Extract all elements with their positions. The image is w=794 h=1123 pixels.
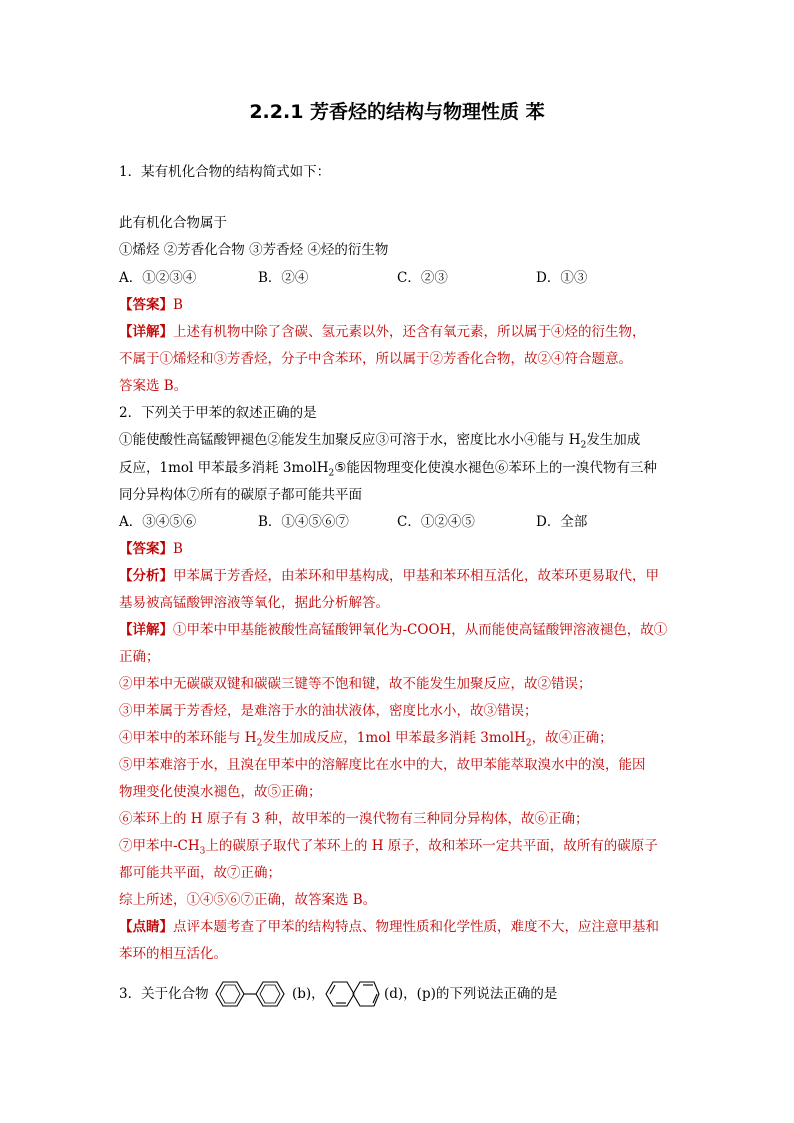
q2-option-d: D．全部 xyxy=(536,514,588,530)
q2-detail-line-3: ②甲苯中无碳碳双键和碳碳三键等不饱和键，故不能发生加聚反应，故②错误； xyxy=(119,676,592,692)
q2-detail-line-7: 物理变化使溴水褪色，故⑤正确； xyxy=(119,784,322,800)
q2-option-a: A．③④⑤⑥ xyxy=(119,514,197,530)
q1-option-c: C．②③ xyxy=(397,270,448,286)
detail-text: ④甲苯中的苯环能与 H xyxy=(119,730,257,746)
q2-stem-line-1: 2．下列关于甲苯的叙述正确的是 xyxy=(119,405,317,421)
q1-answer xyxy=(119,295,183,315)
q2-detail-line-4: ③甲苯属于芳香烃，是难溶于水的油状液体，密度比水小，故③错误； xyxy=(119,703,538,719)
naphthalene-structure-icon xyxy=(322,975,380,1013)
q2-comment-line-1 xyxy=(119,917,659,937)
q2-detail-line-1 xyxy=(119,620,667,640)
q3-label-d: (d)，(p)的下列说法正确的是 xyxy=(384,986,558,1002)
detail-text: 上述有机物中除了含碳、氢元素以外，还含有氧元素，所以属于④烃的衍生物， xyxy=(173,324,646,340)
stem-text: ①能使酸性高锰酸钾褪色②能发生加聚反应③可溶于水，密度比水小④能与 H xyxy=(119,432,581,448)
detail-text: 发生加成反应，1mol 甲苯最多消耗 3molH xyxy=(262,730,526,746)
q2-detail-line-6: ⑤甲苯难溶于水，且溴在甲苯中的溶解度比在水中的大，故甲苯能萃取溴水中的溴，能因 xyxy=(119,757,646,773)
q2-analysis-line-1 xyxy=(119,566,659,586)
detail-tag: 【详解】 xyxy=(119,324,173,340)
q1-stem: 1．某有机化合物的结构简式如下： xyxy=(119,164,331,180)
q2-stem-line-3 xyxy=(119,458,657,478)
q2-detail-line-8: ⑥苯环上的 H 原子有 3 种，故甲苯的一溴代物有三种同分异构体，故⑥正确； xyxy=(119,811,589,827)
q2-answer xyxy=(119,539,183,559)
q2-comment-line-2: 苯环的相互活化。 xyxy=(119,946,227,962)
analysis-tag: 【分析】 xyxy=(119,568,173,584)
q2-detail-line-5 xyxy=(119,728,613,748)
q2-stem-line-4: 同分异构体⑦所有的碳原子都可能共平面 xyxy=(119,487,362,503)
detail-text: ⑦甲苯中-CH xyxy=(119,838,200,854)
q3-stem-prefix: 3．关于化合物 xyxy=(119,986,209,1002)
q2-option-b: B．①④⑤⑥⑦ xyxy=(258,514,349,530)
q3-label-b: (b)， xyxy=(292,986,325,1002)
q2-detail-line-9 xyxy=(119,836,658,856)
page-title: 2.2.1 芳香烃的结构与物理性质 苯 xyxy=(249,101,545,123)
answer-tag: 【答案】 xyxy=(119,297,173,313)
stem-text: 发生加成 xyxy=(586,432,641,448)
q1-items: ①烯烃 ②芳香化合物 ③芳香烃 ④烃的衍生物 xyxy=(119,242,389,258)
q2-analysis-line-2: 基易被高锰酸钾溶液等氧化，据此分析解答。 xyxy=(119,595,389,611)
answer-value: B xyxy=(173,297,183,313)
detail-tag: 【详解】 xyxy=(119,622,173,638)
answer-tag: 【答案】 xyxy=(119,541,173,557)
answer-value: B xyxy=(173,541,183,557)
comment-text: 点评本题考查了甲苯的结构特点、物理性质和化学性质，难度不大，应注意甲基和 xyxy=(173,919,659,935)
q1-detail-line-3: 答案选 B。 xyxy=(119,378,188,394)
q1-option-d: D．①③ xyxy=(536,270,588,286)
q1-option-a: A．①②③④ xyxy=(119,270,197,286)
subscript: 2 xyxy=(580,440,587,451)
subscript: 2 xyxy=(256,738,263,749)
q1-detail-line-2: 不属于①烯烃和③芳香烃，分子中含苯环，所以属于②芳香化合物，故②④符合题意。 xyxy=(119,351,632,367)
detail-text: 上的碳原子取代了苯环上的 H 原子，故和苯环一定共平面，故所有的碳原子 xyxy=(205,838,658,854)
q2-detail-line-10: 都可能共平面，故⑦正确； xyxy=(119,865,281,881)
biphenyl-structure-icon xyxy=(212,975,290,1013)
subscript: 3 xyxy=(199,846,206,857)
stem-text: 反应，1mol 甲苯最多消耗 3molH xyxy=(119,460,329,476)
q2-option-c: C．①②④⑤ xyxy=(397,514,475,530)
subscript: 2 xyxy=(525,738,532,749)
stem-text: ⑤能因物理变化使溴水褪色⑥苯环上的一溴代物有三种 xyxy=(334,460,657,476)
analysis-text: 甲苯属于芳香烃，由苯环和甲基构成，甲基和苯环相互活化，故苯环更易取代，甲 xyxy=(173,568,659,584)
comment-tag: 【点睛】 xyxy=(119,919,173,935)
q1-detail-line-1 xyxy=(119,322,646,342)
q2-detail-line-2: 正确； xyxy=(119,649,160,665)
detail-text: ，故④正确； xyxy=(531,730,613,746)
detail-text: ①甲苯中甲基能被酸性高锰酸钾氧化为-COOH，从而能使高锰酸钾溶液褪色，故① xyxy=(173,622,668,638)
q1-belongs: 此有机化合物属于 xyxy=(119,215,227,231)
q2-summary: 综上所述，①④⑤⑥⑦正确，故答案选 B。 xyxy=(119,892,377,908)
subscript: 2 xyxy=(328,468,335,479)
q1-option-b: B．②④ xyxy=(258,270,309,286)
q2-stem-line-2 xyxy=(119,430,640,450)
